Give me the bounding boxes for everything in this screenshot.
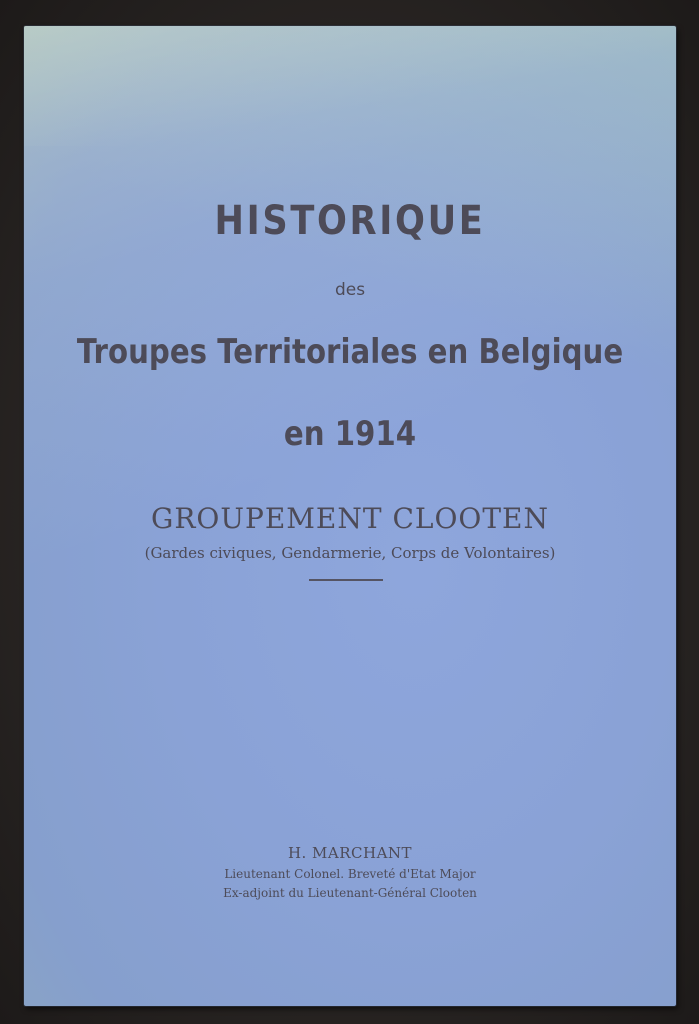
author-former-role: Ex-adjoint du Lieutenant-Général Clooten bbox=[223, 886, 477, 900]
author-name: H. MARCHANT bbox=[287, 844, 413, 862]
cover-connector: des bbox=[334, 280, 366, 300]
cover-subtitle: Troupes Territoriales en Belgique bbox=[76, 332, 624, 372]
group-parts: (Gardes civiques, Gendarmerie, Corps de Volontaires) bbox=[144, 544, 556, 562]
author-rank: Lieutenant Colonel. Breveté d'Etat Major bbox=[224, 867, 476, 881]
cover-year-line: en 1914 bbox=[283, 414, 417, 454]
booklet-cover bbox=[24, 26, 676, 1006]
group-name: GROUPEMENT CLOOTEN bbox=[150, 502, 549, 535]
cover-title: HISTORIQUE bbox=[214, 198, 486, 244]
divider-rule bbox=[309, 579, 383, 581]
cover-fold-shading bbox=[24, 26, 676, 146]
